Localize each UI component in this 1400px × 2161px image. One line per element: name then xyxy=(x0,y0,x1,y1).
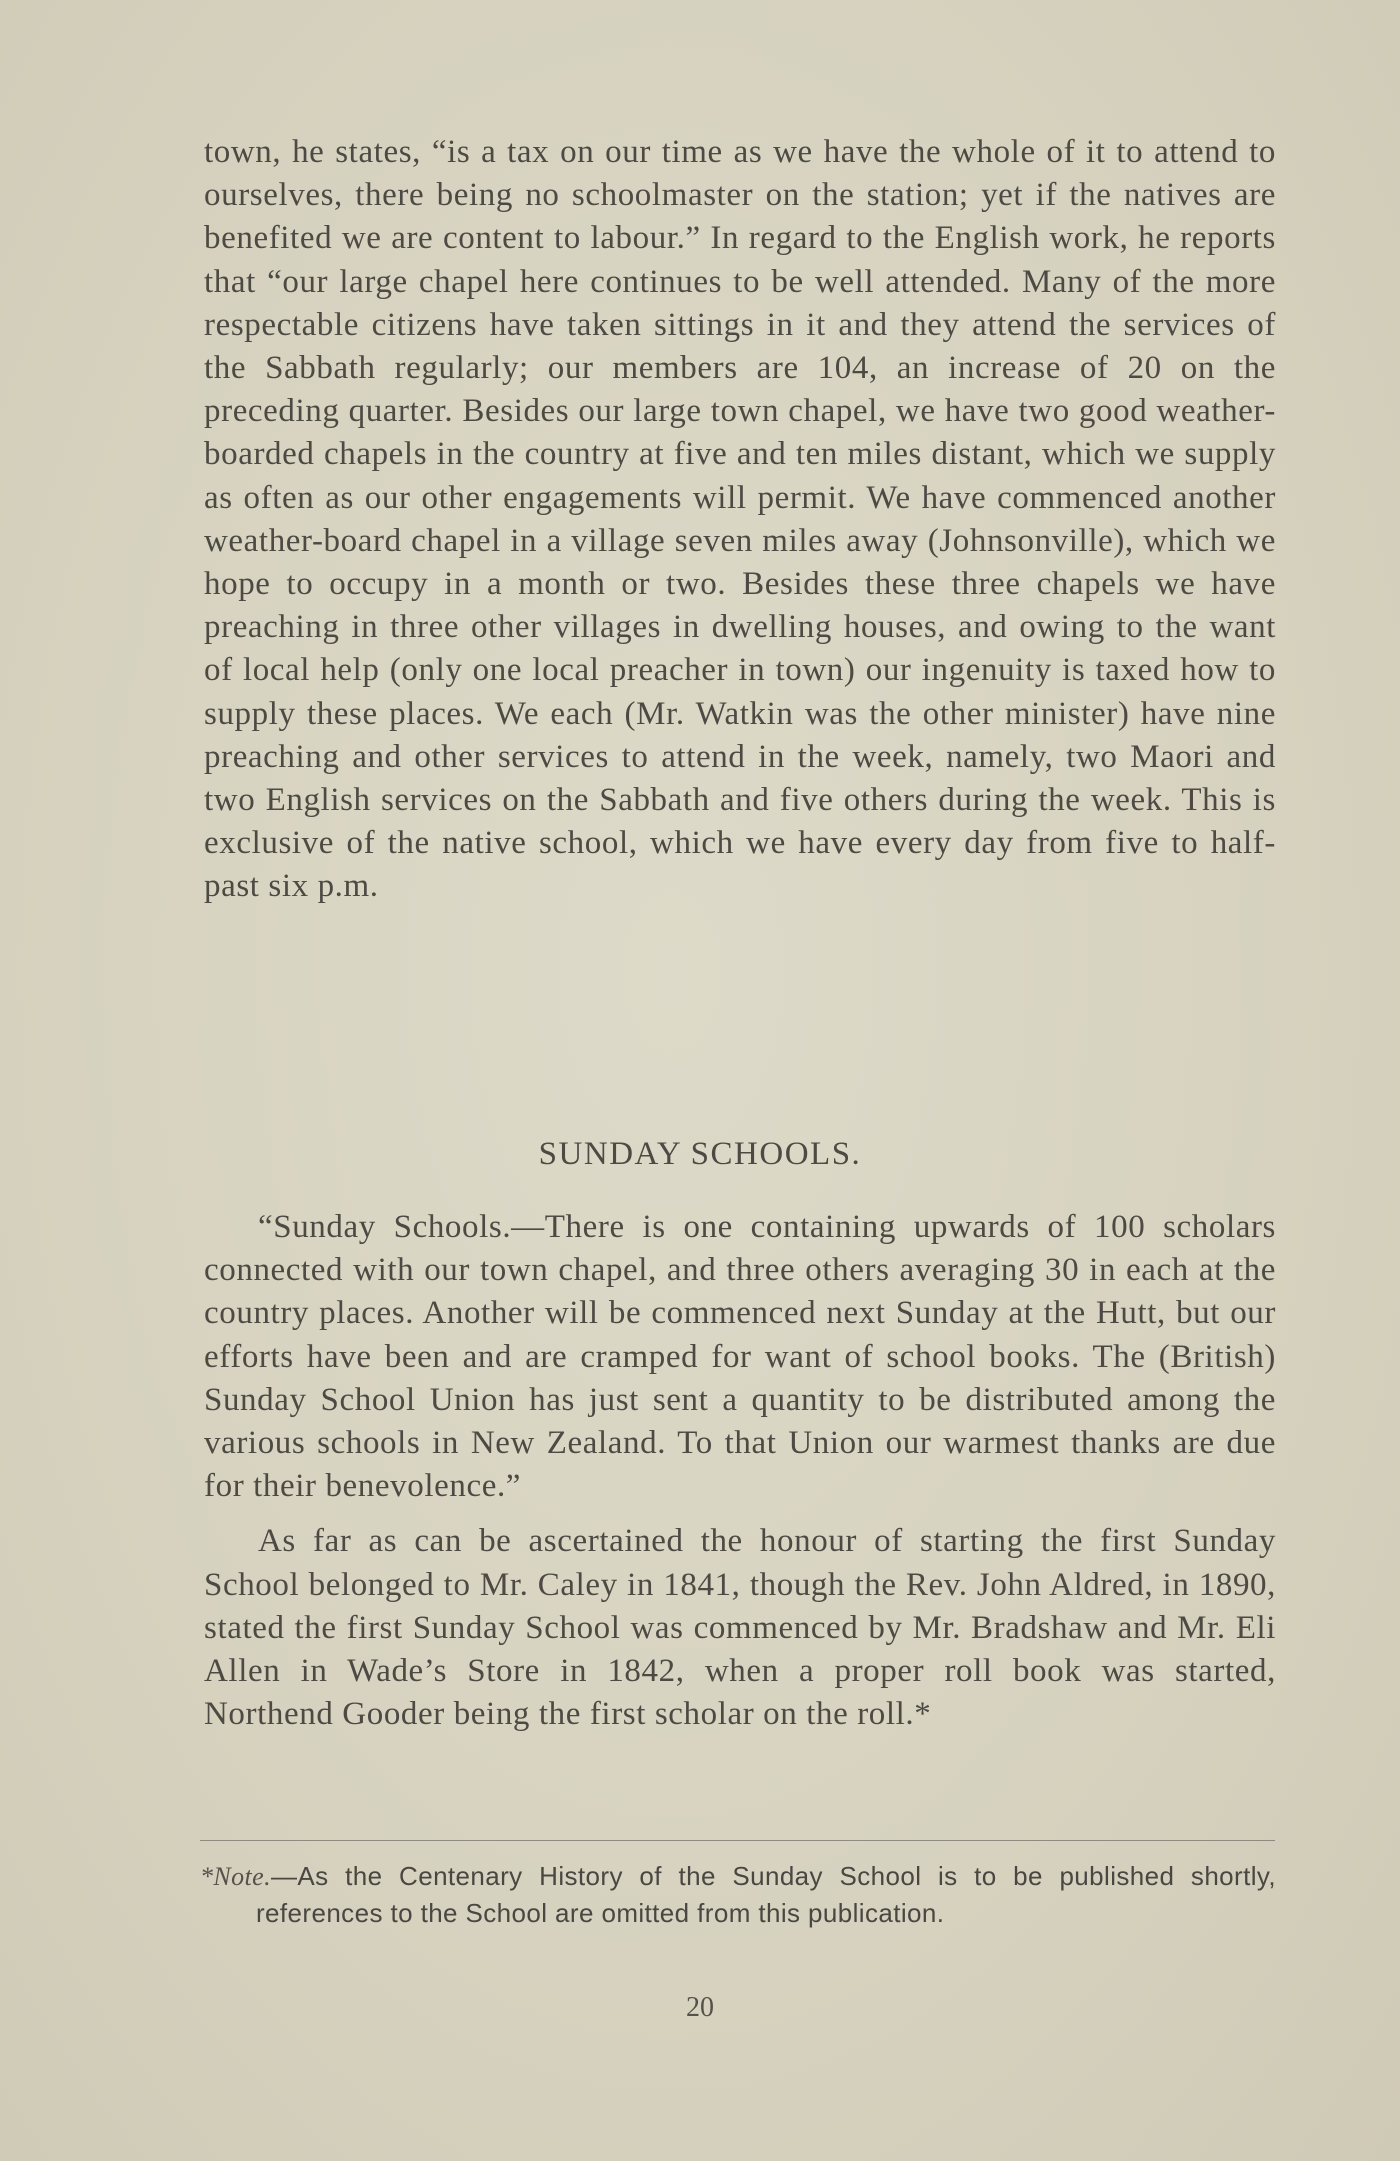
body-text xyxy=(204,131,1276,909)
page-number: 20 xyxy=(686,1992,714,2023)
section-heading: SUNDAY SCHOOLS. xyxy=(538,1136,862,1172)
footnote-label: *Note. xyxy=(200,1862,272,1891)
footnote-divider xyxy=(200,1840,1275,1841)
section-body xyxy=(204,1206,1276,1736)
footnote-text: —As the Centenary History of the Sunday School is to be published shortly, references to the School are omitted from this publication. xyxy=(256,1861,1276,1928)
paragraph: town, he states, “is a tax on our time as we have the whole of it to attend to ourselves, there being no schoolmaster on the station; yet if the natives are benefited we are content to labour.” In regard to the English work, he reports that “our large chapel here continues to be well attended. Many of the more respectable citizens have taken sittings in it and they attend the services of the Sabbath regularly; our members are 104, an increase of 20 on the preceding quarter. Besides our large town chapel, we have two good weather-boarded chapels in the country at five and ten miles distant, which we supply as often as our other engagements will permit. We have commenced another weather-board chapel in a village seven miles away (Johnsonville), which we hope to occupy in a month or two. Besides these three chapels we have preaching in three other villages in dwelling houses, and owing to the want of local help (only one local preacher in town) our ingenuity is taxed how to supply these places. We each (Mr. Watkin was the other minister) have nine preaching and other services to attend in the week, namely, two Maori and two English services on the Sabbath and five others during the week. This is exclusive of the native school, which we have every day from five to half-past six p.m. xyxy=(204,134,1276,905)
footnote xyxy=(200,1858,1276,1931)
paragraph: As far as can be ascertained the honour of starting the first Sunday School belonged to Mr. Caley in 1841, though the Rev. John Aldred, in 1890, stated the first Sunday School was commenced by Mr. Bradshaw and Mr. Eli Allen in Wade’s Store in 1842, when a proper roll book was started, Northend Gooder being the first scholar on the roll.* xyxy=(204,1523,1276,1733)
paragraph: “Sunday Schools.—There is one containing upwards of 100 scholars connected with our town chapel, and three others averaging 30 in each at the country places. Another will be commenced next Sunday at the Hutt, but our efforts have been and are cramped for want of school books. The (British) Sunday School Union has just sent a quantity to be distributed among the various schools in New Zealand. To that Union our warmest thanks are due for their benevolence.” xyxy=(204,1209,1276,1505)
